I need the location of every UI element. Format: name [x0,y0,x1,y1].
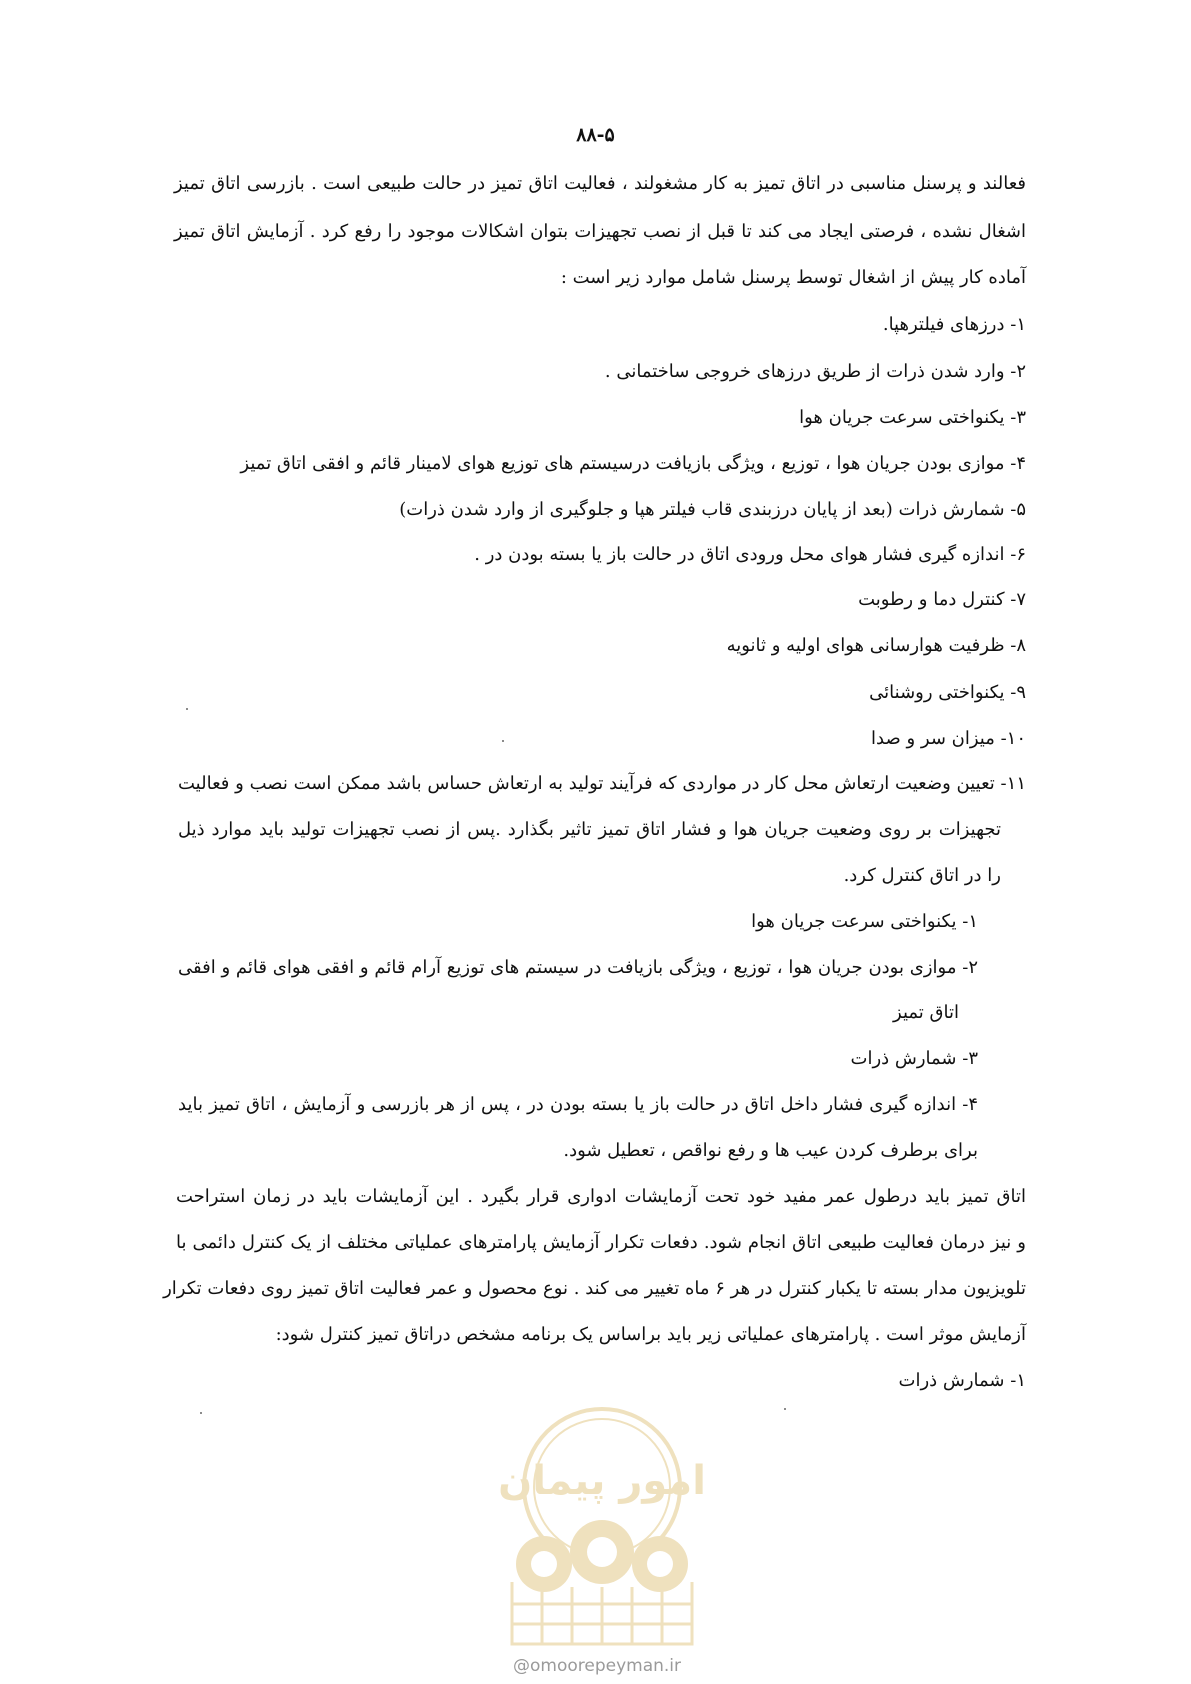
sublist-item: ۱- یکنواختی سرعت جریان هوا [751,911,978,932]
scan-speck [502,740,504,742]
list-item: ۶- اندازه گیری فشار هوای محل ورودی اتاق در حالت باز یا بسته بودن در . [474,544,1026,565]
list-item: ۹- یکنواختی روشنائی [869,682,1026,703]
list-item: ۳- یکنواختی سرعت جریان هوا [799,407,1026,428]
sublist-item: ۳- شمارش ذرات [850,1048,978,1069]
item11-line-1: ۱۱- تعیین وضعیت ارتعاش محل کار در مواردی که فرآیند تولید به ارتعاش حساس باشد ممکن است نصب و فعالیت [178,773,1026,794]
scan-speck [186,708,188,710]
para2-line-1: اتاق تمیز باید درطول عمر مفید خود تحت آزمایشات ادواری قرار بگیرد . این آزمایشات باید در زمان استراحت [176,1186,1026,1207]
list-item: ۸- ظرفیت هوارسانی هوای اولیه و ثانویه [726,635,1026,656]
at-icon: @ [512,1656,530,1676]
scan-speck [200,1412,202,1414]
intro-line-3: آماده کار پیش از اشغال توسط پرسنل شامل موارد زیر است : [560,267,1026,288]
sublist-item: ۲- موازی بودن جریان هوا ، توزیع ، ویژگی بازیافت در سیستم های توزیع آرام قائم و افقی هوای قائم و افقی [178,957,978,978]
watermark-text: امور پیمان [498,1458,706,1504]
list-item: ۵- شمارش ذرات (بعد از پایان درزبندی قاب فیلتر هپا و جلوگیری از وارد شدن ذرات) [399,499,1026,520]
sublist-item-continuation: اتاق تمیز [893,1002,959,1023]
omoorepeyman-logo-watermark [482,1382,722,1652]
para2-line-4: آزمایش موثر است . پارامترهای عملیاتی زیر باید براساس یک برنامه مشخص دراتاق تمیز کنترل شود: [275,1324,1026,1345]
watermark-url [492,1656,702,1676]
para2-line-2: و نیز درمان فعالیت طبیعی اتاق انجام شود. دفعات تکرار آزمایش پارامترهای عملیاتی مختلف از یک کنترل دائمی با [176,1232,1026,1253]
list-item: ۱۰- میزان سر و صدا [871,728,1026,749]
item11-line-3: را در اتاق کنترل کرد. [843,865,1001,886]
page-number: ۸۸-۵ [576,124,615,146]
list-item: ۲- وارد شدن ذرات از طریق درزهای خروجی ساختمانی . [604,361,1026,382]
intro-line-2: اشغال نشده ، فرصتی ایجاد می کند تا قبل از نصب تجهیزات بتوان اشکالات موجود را رفع کرد . آزمایش اتاق تمیز [174,221,1026,242]
sublist-item-continuation: برای برطرف کردن عیب ها و رفع نواقص ، تعطیل شود. [563,1140,978,1161]
list-item: ۴- موازی بودن جریان هوا ، توزیع ، ویژگی بازیافت درسیستم های توزیع هوای لامینار قائم و افقی اتاق تمیز [240,453,1026,474]
sublist-item: ۴- اندازه گیری فشار داخل اتاق در حالت باز یا بسته بودن در ، پس از هر بازرسی و آزمایش ، اتاق تمیز باید [178,1094,978,1115]
list-item: ۷- کنترل دما و رطوبت [858,589,1026,610]
scan-speck [784,1408,786,1410]
list-item: ۱- شمارش ذرات [898,1370,1026,1391]
list-item: ۱- درزهای فیلترهپا. [882,314,1026,335]
item11-line-2: تجهیزات بر روی وضعیت جریان هوا و فشار اتاق تمیز تاثیر بگذارد .پس از نصب تجهیزات تولید باید موارد ذیل [178,819,1001,840]
para2-line-3: تلویزیون مدار بسته تا یکبار کنترل در هر ۶ ماه تغییر می کند . نوع محصول و عمر فعالیت اتاق تمیز روی دفعات تکرار [163,1278,1026,1299]
intro-line-1: فعالند و پرسنل مناسبی در اتاق تمیز به کار مشغولند ، فعالیت اتاق تمیز در حالت طبیعی است . بازرسی اتاق تمیز [174,173,1026,194]
watermark-url-text: omoorepeyman.ir [529,1656,682,1676]
